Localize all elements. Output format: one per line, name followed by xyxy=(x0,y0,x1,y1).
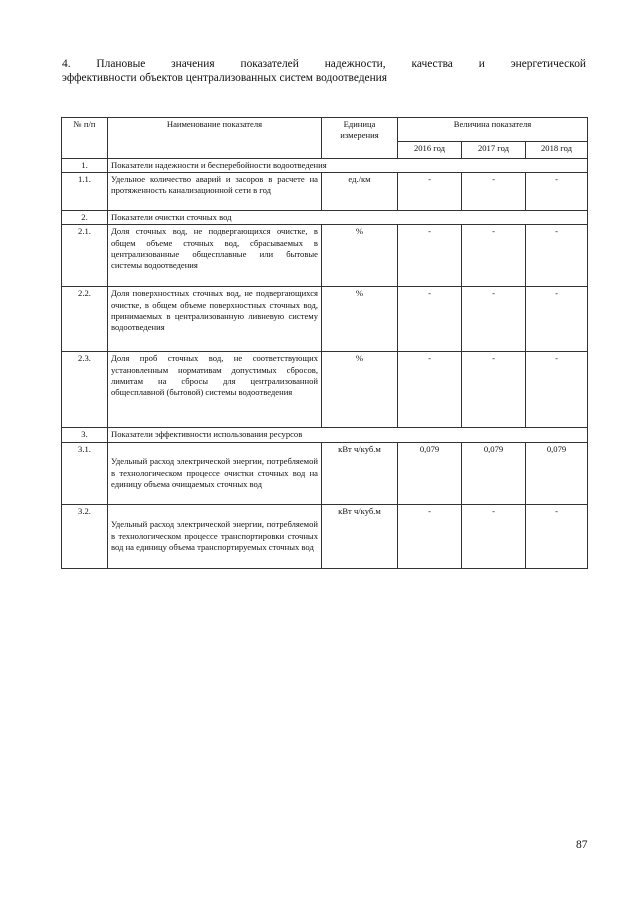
indicator-unit: % xyxy=(322,225,398,287)
heading-line-1: 4. Плановые значения показателей надежности, качества и энергетической xyxy=(62,58,586,70)
header-year: 2017 год xyxy=(462,142,526,159)
row-number: 3. xyxy=(62,428,108,442)
value-cell: 0,079 xyxy=(526,442,588,504)
value-cell: - xyxy=(526,225,588,287)
value-cell: - xyxy=(398,287,462,352)
table-row xyxy=(62,173,588,211)
row-number: 2. xyxy=(62,211,108,225)
row-number: 3.2. xyxy=(62,504,108,568)
value-cell: - xyxy=(462,225,526,287)
indicator-unit: % xyxy=(322,352,398,428)
indicator-unit: кВт ч/куб.м xyxy=(322,442,398,504)
row-number: 2.2. xyxy=(62,287,108,352)
header-year: 2018 год xyxy=(526,142,588,159)
indicator-unit: % xyxy=(322,287,398,352)
value-cell: - xyxy=(526,287,588,352)
header-name: Наименование показателя xyxy=(108,118,322,159)
header-value-group: Величина показателя xyxy=(398,118,588,142)
indicators-table xyxy=(61,117,588,569)
header-year: 2016 год xyxy=(398,142,462,159)
value-cell: - xyxy=(526,352,588,428)
table-row xyxy=(62,225,588,287)
value-cell: - xyxy=(462,287,526,352)
indicator-name: Удельный расход электрической энергии, потребляемой в технологическом процессе транспортировки сточных вод на единицу объема транспортируемых сточных вод xyxy=(108,504,322,568)
value-cell: - xyxy=(526,504,588,568)
value-cell: - xyxy=(526,173,588,211)
table-row xyxy=(62,442,588,504)
heading-line-2: эффективности объектов централизованных систем водоотведения xyxy=(62,72,388,84)
row-number: 1.1. xyxy=(62,173,108,211)
header-unit: Единица измерения xyxy=(322,118,398,159)
table-row xyxy=(62,504,588,568)
section-heading xyxy=(62,57,586,85)
section-row xyxy=(62,159,588,173)
value-cell: 0,079 xyxy=(462,442,526,504)
indicator-name: Доля проб сточных вод, не соответствующих установленным нормативам допустимых сбросов, лимитам на сбросы для централизованной общесплавной (бытовой) системы водоотведения xyxy=(108,352,322,428)
value-cell: - xyxy=(462,504,526,568)
value-cell: - xyxy=(398,225,462,287)
table-row xyxy=(62,287,588,352)
indicator-name: Доля сточных вод, не подвергающихся очистке, в общем объеме сточных вод, сбрасываемых в централизованные общесплавные или бытовые системы водоотведения xyxy=(108,225,322,287)
indicator-name: Удельное количество аварий и засоров в расчете на протяженность канализационной сети в год xyxy=(108,173,322,211)
indicator-name: Доля поверхностных сточных вод, не подвергающихся очистке, в общем объеме поверхностных сточных вод, принимаемых в централизованную ливневую систему водоотведения xyxy=(108,287,322,352)
row-number: 2.1. xyxy=(62,225,108,287)
indicator-unit: кВт ч/куб.м xyxy=(322,504,398,568)
value-cell: - xyxy=(398,173,462,211)
value-cell: - xyxy=(462,173,526,211)
row-number: 2.3. xyxy=(62,352,108,428)
row-number: 1. xyxy=(62,159,108,173)
section-title: Показатели эффективности использования ресурсов xyxy=(108,428,588,442)
row-number: 3.1. xyxy=(62,442,108,504)
value-cell: - xyxy=(398,504,462,568)
section-row xyxy=(62,428,588,442)
header-row-top xyxy=(62,118,588,142)
header-number: № п/п xyxy=(62,118,108,159)
indicator-unit: ед./км xyxy=(322,173,398,211)
page-number: 87 xyxy=(576,839,588,851)
section-row xyxy=(62,211,588,225)
value-cell: 0,079 xyxy=(398,442,462,504)
value-cell: - xyxy=(462,352,526,428)
section-title: Показатели очистки сточных вод xyxy=(108,211,588,225)
section-title: Показатели надежности и бесперебойности водоотведения xyxy=(108,159,588,173)
value-cell: - xyxy=(398,352,462,428)
table-row xyxy=(62,352,588,428)
indicator-name: Удельный расход электрической энергии, потребляемой в технологическом процессе очистки сточных вод на единицу объема очищаемых сточных вод xyxy=(108,442,322,504)
